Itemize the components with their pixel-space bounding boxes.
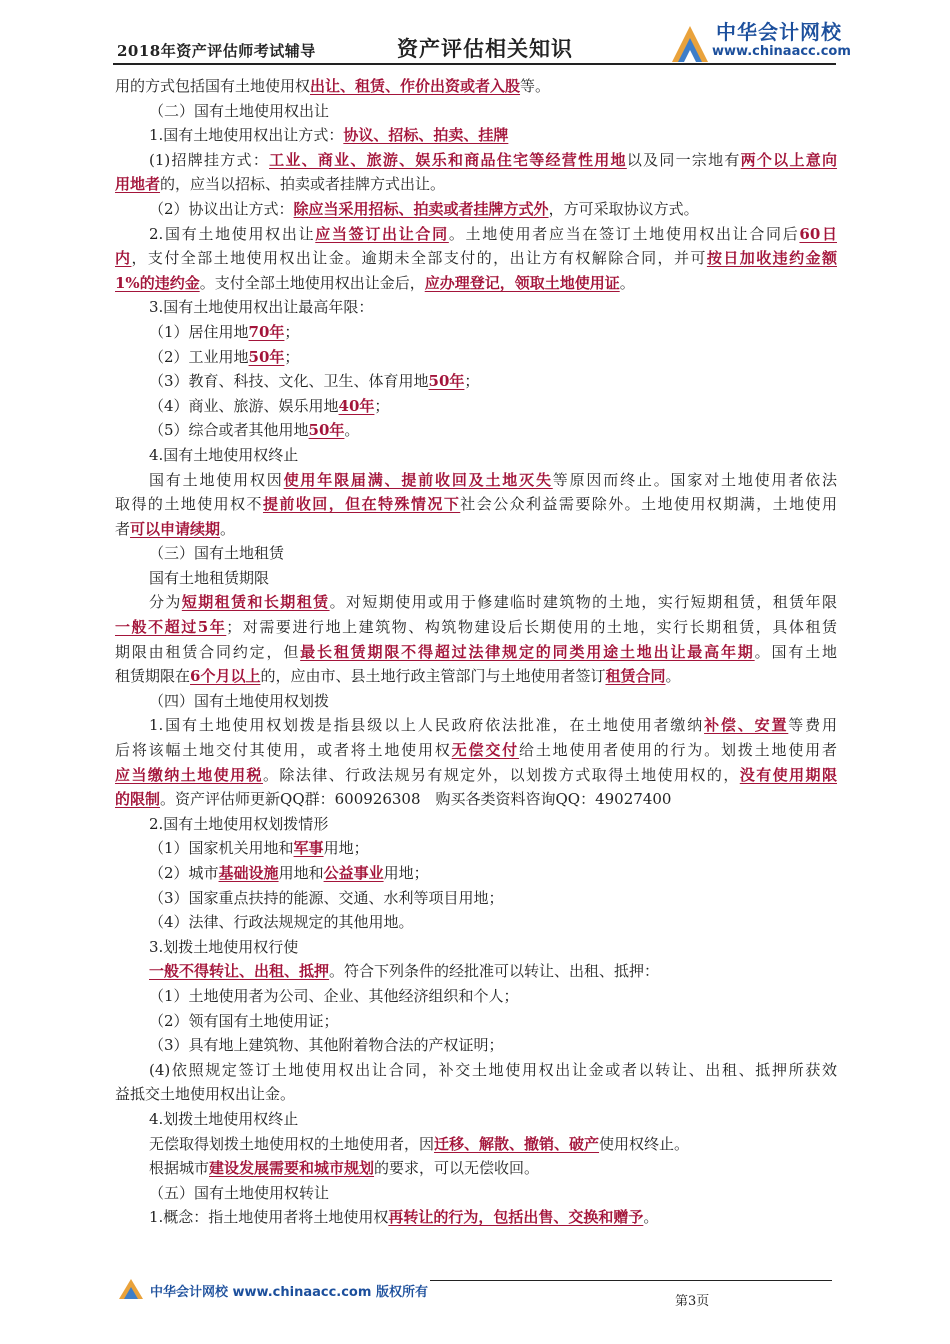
text-line [115, 394, 837, 419]
text-span: 等费用 [788, 716, 837, 735]
text-span: （5）综合或者其他用地 [149, 421, 309, 440]
text-span: 期限由租赁合同约定，但 [115, 642, 301, 661]
text-line [115, 713, 837, 738]
footer-divider [430, 1280, 832, 1281]
highlighted-term: 1%的违约金 [115, 273, 200, 292]
text-line [115, 320, 837, 345]
highlighted-term: 70年 [248, 322, 285, 341]
text-line [115, 886, 837, 911]
text-span: 。符合下列条件的经批准可以转让、出租、抵押： [329, 962, 660, 981]
text-span: 以及同一宗地有 [626, 150, 741, 169]
text-span: 1.概念：指土地使用者将土地使用权 [149, 1208, 389, 1227]
highlighted-term: 的限制 [115, 790, 161, 809]
text-span: 无偿取得划拨土地使用权的土地使用者，因 [149, 1134, 435, 1153]
text-span: 。对短期使用或用于修建临时建筑物的土地，实行短期租赁，租赁年限 [329, 593, 837, 612]
text-span: （1）土地使用者为公司、企业、其他经济组织和个人； [149, 986, 519, 1005]
text-span: 。资产评估师更新QQ群：600926308 购买各类资料咨询QQ：49027400 [160, 790, 672, 809]
text-line [115, 148, 837, 173]
text-span: 4.国有土地使用权终止 [149, 445, 299, 464]
highlighted-term: 再转让的行为，包括出售、交换和赠予 [388, 1208, 644, 1227]
text-line [115, 738, 837, 763]
text-span: 用地； [323, 839, 369, 858]
highlighted-term: 可以申请续期 [130, 519, 221, 538]
text-span: ； [284, 322, 300, 341]
highlighted-term: 最长租赁期限不得超过法律规定的同类用途土地出让最高年期 [300, 642, 755, 661]
text-span: （4）法律、行政法规规定的其他用地。 [149, 913, 414, 932]
text-span: （2）城市 [149, 864, 219, 882]
text-span: （1）国家机关用地和 [149, 839, 294, 858]
text-line [115, 689, 837, 714]
text-span: 。除法律、行政法规另有规定外，以划拨方式取得土地使用权的， [262, 765, 740, 784]
text-line [115, 345, 837, 370]
text-span: 2.国有土地使用权出让 [149, 224, 316, 243]
footer-copyright: 中华会计网校 www.chinaacc.com 版权所有 [150, 1285, 428, 1300]
header-divider [113, 63, 836, 65]
text-line [115, 787, 837, 812]
text-span: （2）工业用地 [149, 347, 249, 366]
text-line [115, 197, 837, 222]
text-span: ； [284, 347, 300, 366]
highlighted-term: 除应当采用招标、拍卖或者挂牌方式外 [293, 199, 549, 218]
text-span: 4.划拨土地使用权终止 [149, 1109, 299, 1128]
highlighted-term: 使用年限届满、提前收回及土地灭失 [283, 470, 553, 489]
brand-logo[interactable] [668, 14, 851, 74]
text-span: 国有土地使用权因 [149, 470, 284, 489]
logo-mark-icon [668, 22, 714, 66]
text-span: 3.划拨土地使用权行使 [149, 937, 299, 956]
header-course-title: 2018年资产评估师考试辅导 [117, 42, 316, 60]
text-span: (1)招牌挂方式： [149, 150, 270, 169]
text-span: (4)依照规定签订土地使用权出让合同，补交土地使用权出让金或者以转让、出租、抵押所获效 [149, 1060, 837, 1079]
text-span: 国有土地租赁期限 [149, 568, 270, 587]
text-line [115, 271, 837, 296]
text-span: 取得的土地使用权不 [115, 495, 263, 514]
text-span: 用的方式包括国有土地使用权 [115, 77, 311, 95]
text-line [115, 763, 837, 788]
text-span: （2）协议出让方式： [149, 199, 294, 218]
text-span: （3）国家重点扶持的能源、交通、水利等项目用地； [149, 888, 504, 907]
text-line [115, 468, 837, 493]
text-span: 2.国有土地使用权划拨情形 [149, 814, 329, 833]
page-number: 第3页 [675, 1294, 710, 1309]
text-line [115, 492, 837, 517]
text-span: ； [374, 396, 390, 415]
text-span: 给土地使用者使用的行为。划拨土地使用者 [519, 741, 837, 760]
text-span: 使用权终止。 [599, 1134, 690, 1153]
highlighted-term: 工业、商业、旅游、娱乐和商品住宅等经营性用地 [269, 150, 627, 169]
text-span: 益抵交土地使用权出让金。 [115, 1085, 296, 1104]
highlighted-term: 应办理登记，领取土地使用证 [424, 273, 620, 292]
text-span: 者 [115, 519, 131, 538]
text-line [115, 74, 837, 99]
text-line [115, 1181, 837, 1206]
text-span: （五）国有土地使用权转让 [149, 1183, 330, 1202]
text-span: 的，应当以招标、拍卖或者挂牌方式出让。 [160, 175, 446, 194]
text-span: 社会公众利益需要除外。土地使用权期满，土地使用 [460, 495, 837, 514]
highlighted-term: 50年 [308, 421, 345, 440]
text-line [115, 640, 837, 665]
text-line [115, 836, 837, 861]
text-line [115, 99, 837, 124]
highlighted-term: 迁移、解散、撤销、破产 [434, 1134, 600, 1153]
text-span: 3.国有土地使用权出让最高年限： [149, 298, 374, 317]
highlighted-term: 内 [115, 249, 132, 268]
page-footer [0, 1272, 950, 1332]
text-span: ； [464, 372, 480, 391]
text-span: 。土地使用者应当在签订土地使用权出让合同后 [448, 224, 800, 243]
highlighted-term: 用地者 [115, 175, 161, 194]
text-span: （1）居住用地 [149, 322, 249, 341]
text-span: （2）领有国有土地使用证； [149, 1011, 339, 1030]
text-line [115, 959, 837, 984]
text-line [115, 1009, 837, 1034]
text-span: 用地； [383, 864, 429, 882]
text-span: 1.国有土地使用权出让方式： [149, 126, 344, 145]
text-line [115, 222, 837, 247]
text-span: ，支付全部土地使用权出让金。逾期未全部支付的，出让方有权解除合同，并可 [131, 249, 707, 268]
highlighted-term: 租赁合同 [605, 667, 666, 686]
highlighted-term: 提前收回，但在特殊情况下 [262, 495, 461, 514]
text-line [115, 369, 837, 394]
text-span: （3）教育、科技、文化、卫生、体育用地 [149, 372, 429, 391]
text-span: 租赁期限在 [115, 667, 191, 686]
text-line [115, 861, 837, 886]
text-line [115, 664, 837, 689]
highlighted-term: 两个以上意向 [740, 150, 837, 169]
text-span: ；对需要进行地上建筑物、构筑物建设后长期使用的土地，实行长期租赁，具体租赁 [226, 618, 837, 637]
text-span: （4）商业、旅游、娱乐用地 [149, 396, 339, 415]
text-span: 。 [665, 667, 681, 686]
text-line [115, 812, 837, 837]
highlighted-term: 建设发展需要和城市规划 [209, 1159, 375, 1178]
text-span: 。支付全部土地使用权出让金后， [199, 273, 425, 292]
text-span: ，方可采取协议方式。 [548, 199, 699, 218]
text-span: 后将该幅土地交付其使用，或者将土地使用权 [115, 741, 452, 760]
text-span: （二）国有土地使用权出让 [149, 101, 330, 120]
text-line [115, 246, 837, 271]
text-span: 。 [643, 1208, 659, 1227]
text-line [115, 1132, 837, 1157]
text-span: （三）国有土地租赁 [149, 544, 285, 563]
text-span: （四）国有土地使用权划拨 [149, 691, 330, 710]
highlighted-term: 50年 [428, 372, 465, 391]
text-span: 根据城市 [149, 1159, 210, 1178]
highlighted-term: 军事 [293, 839, 324, 858]
text-line [115, 910, 837, 935]
highlighted-term: 40年 [338, 396, 375, 415]
text-line [115, 1156, 837, 1181]
text-line [115, 418, 837, 443]
logo-name: 中华会计网校 [716, 20, 842, 44]
text-line [115, 935, 837, 960]
text-line [115, 541, 837, 566]
text-span: 。 [619, 273, 635, 292]
text-line [115, 1058, 837, 1083]
text-span: 。 [344, 421, 360, 440]
text-span: （3）具有地上建筑物、其他附着物合法的产权证明； [149, 1036, 504, 1055]
text-span: 的要求，可以无偿收回。 [374, 1159, 540, 1178]
text-span: 的，应由市、县土地行政主管部门与土地使用者签订 [260, 667, 606, 686]
text-line [115, 984, 837, 1009]
highlighted-term: 短期租赁和长期租赁 [181, 593, 330, 612]
text-line [115, 1082, 837, 1107]
highlighted-term: 协议、招标、拍卖、挂牌 [343, 126, 509, 145]
footer-logo-icon [117, 1277, 145, 1301]
highlighted-term: 应当缴纳土地使用税 [115, 765, 263, 784]
highlighted-term: 基础设施 [218, 864, 279, 882]
document-body [115, 74, 837, 1230]
highlighted-term: 出让、租赁、作价出资或者入股 [310, 77, 521, 95]
header-subject-title: 资产评估相关知识 [397, 36, 573, 61]
text-span: 分为 [149, 593, 182, 612]
highlighted-term: 60日 [799, 224, 837, 243]
text-line [115, 615, 837, 640]
highlighted-term: 6个月以上 [190, 667, 261, 686]
text-line [115, 443, 837, 468]
highlighted-term: 补偿、安置 [704, 716, 789, 735]
page-header [0, 0, 950, 80]
text-line [115, 517, 837, 542]
text-line [115, 1107, 837, 1132]
highlighted-term: 一般不得转让、出租、抵押 [149, 962, 330, 981]
highlighted-term: 按日加收违约金额 [706, 249, 837, 268]
highlighted-term: 公益事业 [323, 864, 384, 882]
text-line [115, 123, 837, 148]
logo-url[interactable]: www.chinaacc.com [712, 44, 851, 59]
text-line [115, 1033, 837, 1058]
text-span: 等。 [520, 77, 551, 95]
highlighted-term: 无偿交付 [451, 741, 519, 760]
highlighted-term: 没有使用期限 [739, 765, 837, 784]
text-line [115, 566, 837, 591]
text-span: 。国有土地 [754, 642, 837, 661]
text-line [115, 295, 837, 320]
text-span: 。 [220, 519, 236, 538]
text-span: 1.国有土地使用权划拨是指县级以上人民政府依法批准，在土地使用者缴纳 [149, 716, 705, 735]
text-span: 用地和 [278, 864, 324, 882]
text-line [115, 172, 837, 197]
highlighted-term: 一般不超过5年 [115, 618, 227, 637]
text-span: 等原因而终止。国家对土地使用者依法 [552, 470, 837, 489]
highlighted-term: 应当签订出让合同 [315, 224, 449, 243]
highlighted-term: 50年 [248, 347, 285, 366]
text-line [115, 1205, 837, 1230]
text-line [115, 590, 837, 615]
